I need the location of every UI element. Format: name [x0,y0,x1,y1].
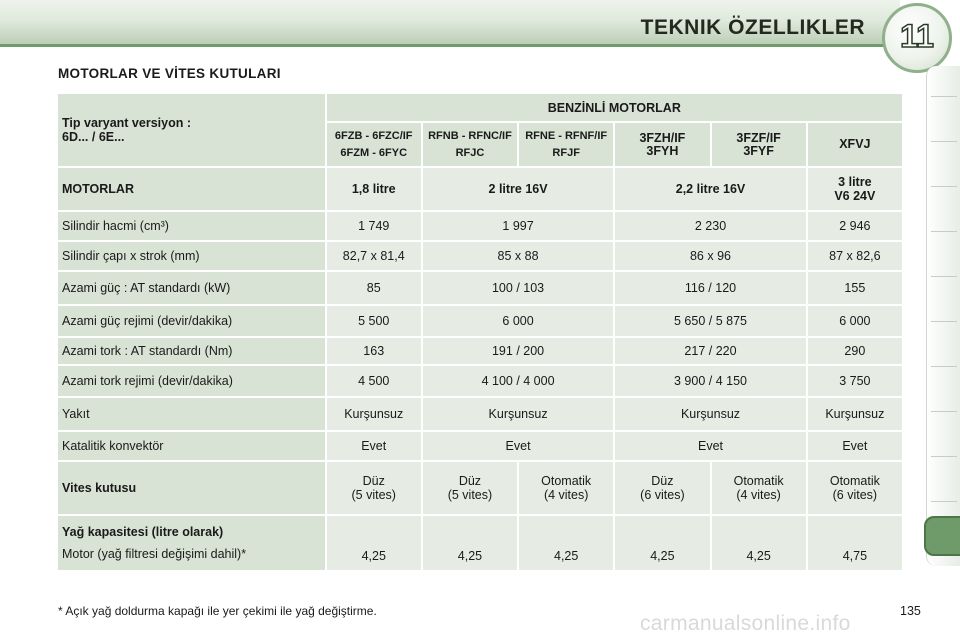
gearbox-type: Otomatik [733,474,784,488]
spec-value: 5 500 [327,306,421,336]
spec-value: 1 997 [423,212,613,240]
gearbox-speeds: (4 vites) [736,488,781,502]
oil-sublabel: Motor (yağ filtresi değişimi dahil)* [62,547,247,561]
variant-cell [712,123,806,166]
variant-line2: RFJF [552,146,580,159]
gearbox-type: Düz [651,474,674,488]
group-header: BENZİNLİ MOTORLAR [327,94,902,121]
spec-label: Azami tork : AT standardı (Nm) [58,338,325,364]
tab-divider [931,141,957,142]
spec-value: 116 / 120 [615,272,805,304]
oil-value: 4,25 [712,516,806,570]
spec-value: 82,7 x 81,4 [327,242,421,270]
motor-cell: 2 litre 16V [423,168,613,210]
spec-value: 85 [327,272,421,304]
variant-cell [327,123,421,166]
motor-line2: V6 24V [834,189,876,203]
spec-label: Azami güç rejimi (devir/dakika) [58,306,325,336]
variant-cell [808,123,902,166]
motor-label: MOTORLAR [58,168,325,210]
gearbox-type: Düz [458,474,482,488]
gearbox-type: Otomatik [541,474,592,488]
spec-value: 100 / 103 [423,272,613,304]
gearbox-cell [327,462,421,514]
tab-divider [931,411,957,412]
active-chapter-tab[interactable] [924,516,960,556]
spec-value: 87 x 82,6 [808,242,902,270]
footnote: * Açık yağ doldurma kapağı ile yer çekimi ile yağ değiştirme. [58,604,377,618]
spec-value: Evet [808,432,902,460]
spec-value: 163 [327,338,421,364]
chapter-badge [882,3,952,73]
variant-line2: 6FZM - 6FYC [340,146,408,159]
oil-value: 4,25 [423,516,517,570]
tab-divider [931,501,957,502]
gearbox-speeds: (4 vites) [543,488,589,502]
variant-line2: RFJC [455,146,485,159]
variant-line1: 3FZF/IF [736,130,781,145]
variant-line2: 3FYH [646,143,679,158]
spec-label: Azami tork rejimi (devir/dakika) [58,366,325,396]
spec-value: 86 x 96 [615,242,805,270]
gearbox-type: Düz [362,474,385,488]
variant-cell [423,123,517,166]
header-rule [0,44,895,47]
spec-value: 3 750 [808,366,902,396]
tab-divider [931,366,957,367]
variant-line2: 3FYF [743,143,774,158]
chapter-tab-strip [926,66,960,566]
gearbox-cell [808,462,902,514]
spec-label: Azami güç : AT standardı (kW) [58,272,325,304]
chapter-title: TEKNIK ÖZELLIKLER [640,16,865,39]
oil-label-cell [58,516,325,570]
variant-line1: RFNE - RFNF/IF [525,129,608,142]
motor-cell: 2,2 litre 16V [615,168,805,210]
watermark: carmanualsonline.info [640,612,851,635]
gearbox-cell [519,462,613,514]
spec-value: Kurşunsuz [615,398,805,430]
spec-label: Katalitik konvektör [58,432,325,460]
page-number: 135 [900,604,921,618]
gearbox-speeds: (5 vites) [447,488,493,502]
spec-value: 5 650 / 5 875 [615,306,805,336]
oil-value: 4,25 [327,516,421,570]
spec-label: Yakıt [58,398,325,430]
tab-divider [931,231,957,232]
spec-value: 6 000 [423,306,613,336]
tab-divider [931,321,957,322]
section-title: MOTORLAR VE VİTES KUTULARI [58,66,281,81]
spec-value: 191 / 200 [423,338,613,364]
spec-value: Evet [615,432,805,460]
variant-label-line2: 6D... / 6E... [62,130,125,144]
spec-value: 2 946 [808,212,902,240]
motor-cell [808,168,902,210]
gearbox-cell [712,462,806,514]
tab-divider [931,96,957,97]
oil-value: 4,25 [519,516,613,570]
chapter-number: 11 [900,18,934,54]
spec-label: Silindir çapı x strok (mm) [58,242,325,270]
variant-cell [615,123,709,166]
spec-value: Kurşunsuz [423,398,613,430]
spec-value: 1 749 [327,212,421,240]
spec-value: 155 [808,272,902,304]
spec-value: Kurşunsuz [808,398,902,430]
spec-value: 4 100 / 4 000 [423,366,613,396]
variant-cell [519,123,613,166]
engine-spec-table [56,92,904,572]
spec-value: 290 [808,338,902,364]
oil-value: 4,75 [808,516,902,570]
motor-cell: 1,8 litre [327,168,421,210]
spec-value: 3 900 / 4 150 [615,366,805,396]
gearbox-speeds: (5 vites) [351,488,396,502]
tab-divider [931,456,957,457]
variant-line1: RFNB - RFNC/IF [428,129,512,142]
spec-value: 4 500 [327,366,421,396]
gearbox-label: Vites kutusu [58,462,325,514]
gearbox-cell [423,462,517,514]
spec-value: Evet [423,432,613,460]
variant-line1: 6FZB - 6FZC/IF [334,129,413,142]
variant-line1: 3FZH/IF [639,130,686,145]
tab-divider [931,186,957,187]
spec-value: 2 230 [615,212,805,240]
spec-value: Kurşunsuz [327,398,421,430]
tab-divider [931,276,957,277]
spec-value: 6 000 [808,306,902,336]
motor-line1: 3 litre [838,175,872,189]
variant-label-line1: Tip varyant versiyon : [62,116,191,130]
spec-label: Silindir hacmi (cm³) [58,212,325,240]
oil-label: Yağ kapasitesi (litre olarak) [62,525,224,539]
gearbox-speeds: (6 vites) [832,488,878,502]
spec-value: 217 / 220 [615,338,805,364]
oil-value: 4,25 [615,516,709,570]
gearbox-type: Otomatik [829,474,880,488]
gearbox-cell [615,462,709,514]
variant-label-cell [58,94,325,166]
spec-value: Evet [327,432,421,460]
variant-line1: XFVJ [839,137,871,151]
spec-value: 85 x 88 [423,242,613,270]
gearbox-speeds: (6 vites) [640,488,685,502]
